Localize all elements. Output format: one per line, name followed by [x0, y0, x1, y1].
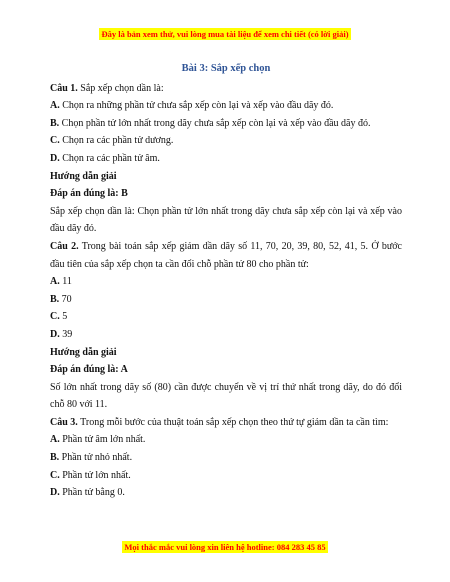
- answer-text: Đáp án đúng là: A: [50, 364, 128, 376]
- option-text: Phần tử bằng 0.: [62, 487, 125, 499]
- question-2-option-a: [50, 273, 402, 291]
- question-1-option-d: [50, 150, 402, 168]
- option-text: Phần tử lớn nhất.: [62, 469, 131, 481]
- question-1-guide-heading: [50, 168, 402, 186]
- option-letter: A.: [50, 434, 60, 446]
- question-3-option-d: [50, 484, 402, 502]
- option-letter: B.: [50, 293, 60, 305]
- question-3-option-b: [50, 449, 402, 467]
- option-letter: D.: [50, 152, 60, 164]
- question-2-option-c: [50, 308, 402, 326]
- question-1-option-a: [50, 97, 402, 115]
- question-2-explanation: Số lớn nhất trong dãy số (80) cần được chuyển về vị trí thứ nhất trong dãy, do đó đổi chỗ 80 với 11.: [50, 381, 402, 411]
- question-3: [50, 414, 402, 432]
- question-3-option-c: [50, 467, 402, 485]
- question-2-guide-heading: [50, 344, 402, 362]
- question-3-option-a: [50, 431, 402, 449]
- option-letter: A.: [50, 100, 60, 112]
- answer-text: Đáp án đúng là: B: [50, 188, 128, 200]
- option-letter: A.: [50, 276, 60, 288]
- option-text: Phần tử nhỏ nhất.: [61, 452, 133, 464]
- lesson-title: Bài 3: Sắp xếp chọn: [181, 63, 271, 74]
- option-text: Phần tử âm lớn nhất.: [62, 434, 146, 446]
- guide-heading-text: Hướng dẫn giải: [50, 346, 117, 358]
- question-1-explanation: Sắp xếp chọn dần là: Chọn phần tử lớn nhất trong dãy chưa sắp xếp còn lại và xếp vào đầu dãy đó.: [50, 205, 402, 235]
- question-3-text: Trong mỗi bước của thuật toán sắp xếp chọn theo thứ tự giảm dần ta cần tìm:: [80, 416, 389, 428]
- option-letter: D.: [50, 487, 60, 499]
- hotline-footer-banner: [0, 537, 450, 555]
- option-text: Chọn ra những phần tử chưa sắp xếp còn lại và xếp vào đầu dãy đó.: [62, 100, 334, 112]
- guide-heading-text: Hướng dẫn giải: [50, 170, 117, 182]
- preview-notice-text: Đây là bản xem thử, vui lòng mua tài liệu để xem chi tiết (có lời giải): [101, 29, 349, 39]
- question-1-text: Sắp xếp chọn dần là:: [80, 82, 164, 94]
- question-3-label: Câu 3.: [50, 416, 78, 428]
- option-letter: C.: [50, 135, 60, 147]
- option-letter: B.: [50, 452, 60, 464]
- hotline-text: Mọi thắc mắc vui lòng xin liên hệ hotline: 084 283 45 85: [124, 542, 326, 552]
- option-text: 39: [62, 328, 73, 340]
- question-1-option-c: [50, 132, 402, 150]
- option-text: Chọn phần tử lớn nhất trong dãy chưa sắp xếp còn lại và xếp vào đầu dãy đó.: [61, 117, 371, 129]
- question-1-label: Câu 1.: [50, 82, 78, 94]
- option-text: Chọn ra các phần tử âm.: [62, 152, 160, 164]
- question-1-answer: [50, 185, 402, 203]
- option-letter: C.: [50, 311, 60, 323]
- question-2: [50, 238, 402, 273]
- option-text: 5: [62, 311, 68, 323]
- document-content: [50, 60, 402, 502]
- question-1: [50, 80, 402, 98]
- question-2-label: Câu 2.: [50, 240, 79, 252]
- option-text: Chọn ra các phần tử dương.: [62, 135, 174, 147]
- option-letter: B.: [50, 117, 60, 129]
- option-letter: C.: [50, 469, 60, 481]
- option-letter: D.: [50, 328, 60, 340]
- preview-notice-banner: [0, 24, 450, 42]
- question-2-option-d: [50, 326, 402, 344]
- question-2-option-b: [50, 291, 402, 309]
- question-1-option-b: [50, 115, 402, 133]
- option-text: 70: [61, 293, 72, 305]
- option-text: 11: [62, 276, 72, 288]
- question-2-answer: [50, 361, 402, 379]
- question-2-text: Trong bài toán sắp xếp giảm dần dãy số 11, 70, 20, 39, 80, 52, 41, 5. Ở bước đầu tiên của sắp xếp chọn ta cần đổi chỗ phần tử 80 cho phần tử:: [50, 240, 402, 270]
